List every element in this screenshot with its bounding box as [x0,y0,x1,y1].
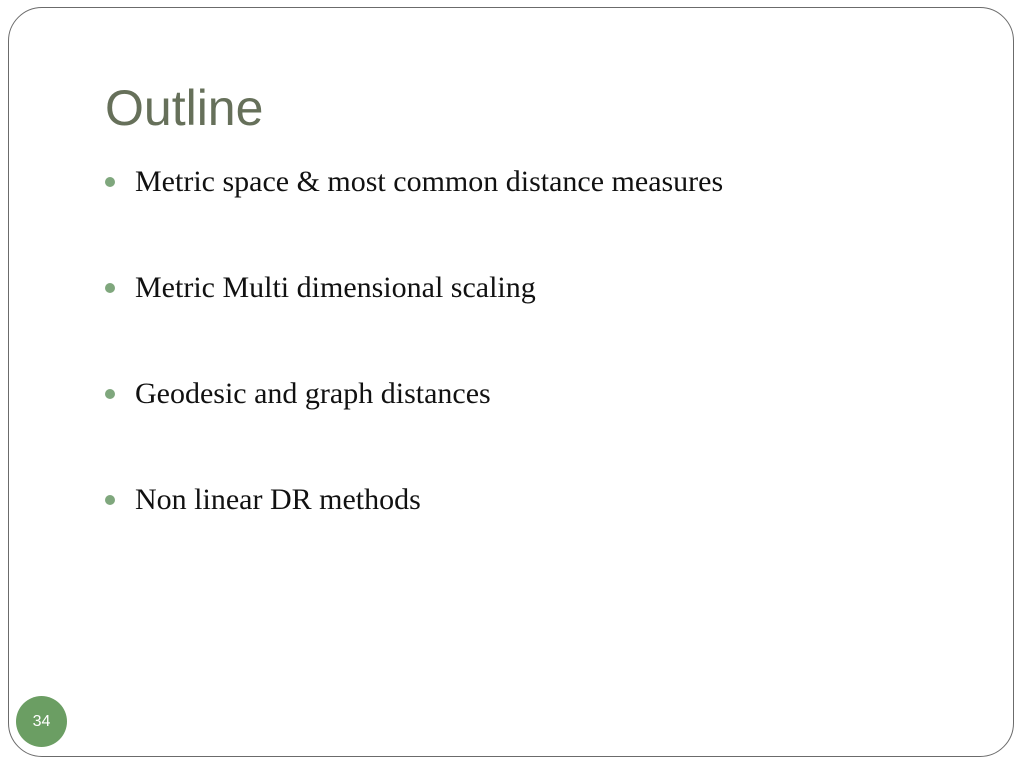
bullet-dot-icon [105,495,115,505]
list-item [105,162,723,202]
slide-title: Outline [105,80,264,136]
bullet-dot-icon [105,177,115,187]
bullet-text: Metric space & most common distance measures [135,165,724,198]
list-item [105,268,723,308]
bullet-text: Metric Multi dimensional scaling [135,271,536,304]
bullet-text: Geodesic and graph distances [135,377,491,410]
list-item [105,480,723,520]
bullet-dot-icon [105,283,115,293]
bullet-list [105,162,723,586]
bullet-text: Non linear DR methods [135,483,421,516]
list-item [105,374,723,414]
bullet-dot-icon [105,389,115,399]
page-number-badge: 34 [16,696,67,747]
